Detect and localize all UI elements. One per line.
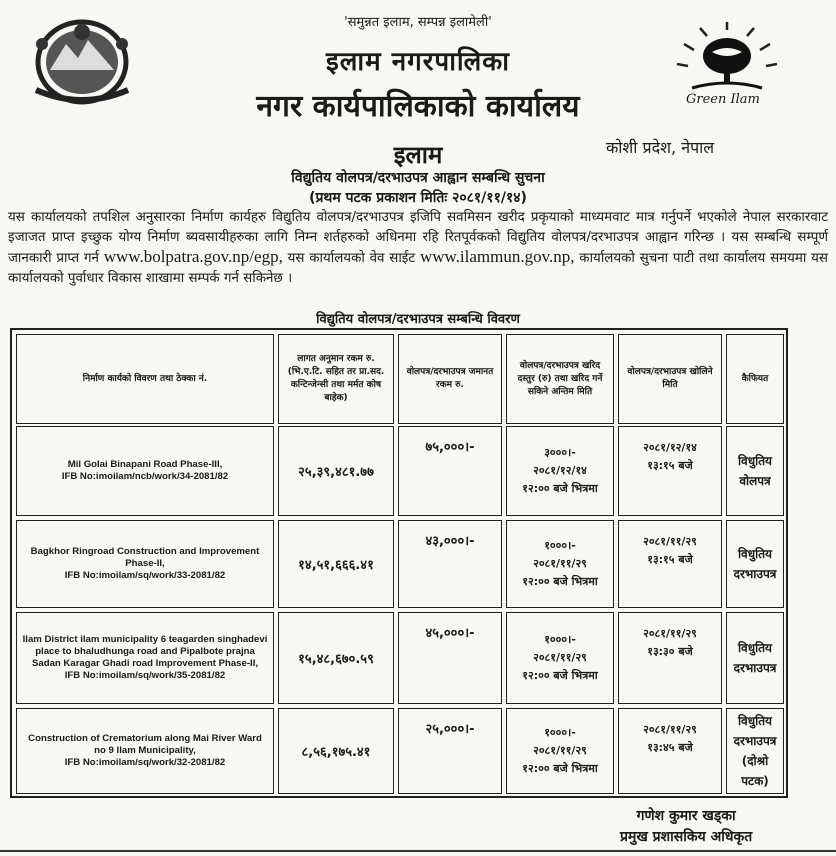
row-4-fee (506, 708, 614, 794)
signatory-name: गणेश कुमार खड्का (636, 808, 736, 824)
row-1-fee-date: २०८१/१२/१४ (533, 464, 587, 477)
row-3-fee-amount: १०००।- (544, 633, 576, 646)
row-3-ifb: IFB No:imoilam/sq/work/35-2081/82 (64, 670, 226, 681)
row-4-fee-amount: १०००।- (544, 726, 576, 739)
para-text-1: यस कार्यालयको तपशिल अनुसारका निर्माण कार्यहरु विद्युतिय वोलपत्र/दरभाउपत्र इजिपि सवमिसन खरीद प्रकृयाको माध्यमवाट मात्र गर्नुपर्ने भएकोले नेपाल सरकारवाट इजाजत प्राप्त इच्छुक योग्य निर्माण ब्यवसायीहरुका लागि निम्न शर्तहरुको अधिनमा रहि रितपूर्वकको विद्युतिय वोलपत्र/दरभाउपत्र आह्वान गरिन्छ । यस सम्बन्धि सम्पूर्ण जानकारी प्राप्त गर्न (8, 210, 828, 266)
row-3-fee-time: १२:०० बजे भित्रमा (522, 669, 598, 682)
row-2-work-name (16, 520, 274, 608)
notice-paragraph (8, 208, 828, 288)
row-1-remark-1: विधुतिय (737, 454, 773, 468)
row-2-open-time: १३:१५ बजे (647, 553, 693, 566)
row-2-fee-time: १२:०० बजे भित्रमा (522, 575, 598, 588)
row-4-cost: ८,५६,१७५.४१ (278, 708, 394, 794)
row-2-name: Bagkhor Ringroad Construction and Improvement Phase-II, (30, 546, 260, 569)
row-2-deposit: ४३,०००।- (398, 520, 502, 608)
header-bid-security: वोलपत्र/दरभाउपत्र जमानत रकम रु. (398, 334, 502, 424)
row-1-cost: २५,३९,४८१.७७ (278, 426, 394, 516)
row-3-remarks (726, 612, 784, 704)
row-3-open-time: १३:३० बजे (647, 645, 693, 658)
row-3-open-date: २०८१/११/२९ (643, 627, 697, 640)
row-4-remark-2: दरभाउपत्र (733, 734, 777, 748)
tender-table (10, 328, 788, 798)
row-4-open-time: १३:४५ बजे (647, 741, 693, 754)
row-1-fee-time: १२:०० बजे भित्रमा (522, 482, 598, 495)
row-1-fee (506, 426, 614, 516)
row-1-fee-amount: ३०००।- (544, 446, 576, 459)
row-3-remark-1: विधुतिय (737, 641, 773, 655)
bottom-divider (0, 850, 836, 852)
row-1-name: Mil Golai Binapani Road Phase-III, (67, 459, 223, 470)
header-fee-and-deadline: वोलपत्र/दरभाउपत्र खरिद दस्तुर (रु) तथा खरिद गर्ने सकिने अन्तिम मिति (506, 334, 614, 424)
publication-date: (प्रथम पटक प्रकाशन मितिः २०८१/११/१४) (309, 190, 527, 206)
row-3-cost: १५,४८,६७०.५९ (278, 612, 394, 704)
green-ilam-logo (672, 22, 782, 112)
row-2-cost: १४,५१,६६६.४१ (278, 520, 394, 608)
city-name: इलाम (393, 141, 443, 169)
row-4-deposit: २५,०००।- (398, 708, 502, 794)
row-2-remark-2: दरभाउपत्र (733, 567, 777, 581)
row-4-remarks (726, 708, 784, 794)
row-4-open-date: २०८१/११/२९ (643, 723, 697, 736)
row-1-open-date: २०८१/१२/१४ (643, 441, 697, 454)
office-name: नगर कार्यपालिकाको कार्यालय (256, 89, 580, 124)
row-2-fee-date: २०८१/११/२९ (533, 557, 587, 570)
signatory-title: प्रमुख प्रशासकिय अधिकृत (620, 829, 753, 845)
row-3-work-name (16, 612, 274, 704)
row-3-name: Ilam District ilam municipality 6 teagarden singhadevi place to bhaludhunga road and Pipalbote prajna Sadan Karagar Ghadi road Improvement Phase-II, (22, 634, 268, 669)
row-1-deposit: ७५,०००।- (398, 426, 502, 516)
motto: 'समुन्नत इलाम, सम्पन्न इलामेली' (344, 15, 492, 30)
province: कोशी प्रदेश, नेपाल (606, 138, 715, 157)
row-2-ifb: IFB No:imoilam/sq/work/33-2081/82 (64, 570, 226, 581)
row-2-open-date: २०८१/११/२९ (643, 535, 697, 548)
logo-text: Green Ilam (686, 92, 760, 107)
table-title: विद्युतिय वोलपत्र/दरभाउपत्र सम्बन्धि विवरण (316, 312, 520, 327)
row-1-remarks (726, 426, 784, 516)
row-4-remark-3: (दोश्रो पटक) (741, 754, 769, 788)
row-4-remark-1: विधुतिय (737, 714, 773, 728)
row-4-fee-time: १२:०० बजे भित्रमा (522, 762, 598, 775)
row-4-work-name (16, 708, 274, 794)
row-1-opening (618, 426, 722, 516)
row-1-ifb: IFB No:imoilam/ncb/work/34-2081/82 (61, 471, 229, 482)
header-work-description: निर्माण कार्यको विवरण तथा ठेक्का नं. (16, 334, 274, 424)
row-4-ifb: IFB No:imoilam/sq/work/32-2081/82 (64, 757, 226, 768)
notice-title: विद्युतिय वोलपत्र/दरभाउपत्र आह्वान सम्बन्धि सुचना (291, 170, 545, 186)
org-name: इलाम नगरपालिका (326, 47, 510, 77)
row-2-opening (618, 520, 722, 608)
row-3-remark-2: दरभाउपत्र (733, 661, 777, 675)
bolpatra-url[interactable]: www.bolpatra.gov.np/egp, (103, 247, 283, 266)
tree-sun-icon (672, 22, 782, 94)
signature-block (620, 806, 752, 848)
para-text-3: कार्यालयको सुचना पाटी तथा कार्यालय समयमा यस कार्यालयको पुर्वाधार विकास शाखामा सम्पर्क गर्न सकिनेछ । (8, 251, 828, 286)
row-3-fee-date: २०८१/११/२९ (533, 651, 587, 664)
row-2-remarks (726, 520, 784, 608)
row-2-remark-1: विधुतिय (737, 547, 773, 561)
row-1-work-name (16, 426, 274, 516)
header-remarks: कैफियत (726, 334, 784, 424)
row-4-fee-date: २०८१/११/२९ (533, 744, 587, 757)
para-text-2: यस कार्यालयको वेव साईट (287, 251, 416, 266)
row-3-fee (506, 612, 614, 704)
header-opening-date: वोलपत्र/दरभाउपत्र खोलिने मिति (618, 334, 722, 424)
municipality-url[interactable]: www.ilammun.gov.np, (419, 247, 575, 266)
row-2-fee-amount: १०००।- (544, 539, 576, 552)
row-3-opening (618, 612, 722, 704)
row-4-opening (618, 708, 722, 794)
row-2-fee (506, 520, 614, 608)
header-cost-estimate: लागत अनुमान रकम रु. (भि.ए.टि. सहित तर प्रा.सद. कन्टिन्जेन्सी तथा मर्मत कोष बाहेक) (278, 334, 394, 424)
row-3-deposit: ४५,०००।- (398, 612, 502, 704)
row-1-remark-2: वोलपत्र (739, 474, 771, 488)
row-4-name: Construction of Crematorium along Mai River Ward no 9 Ilam Municipality, (28, 733, 262, 756)
row-1-open-time: १३:१५ बजे (647, 459, 693, 472)
